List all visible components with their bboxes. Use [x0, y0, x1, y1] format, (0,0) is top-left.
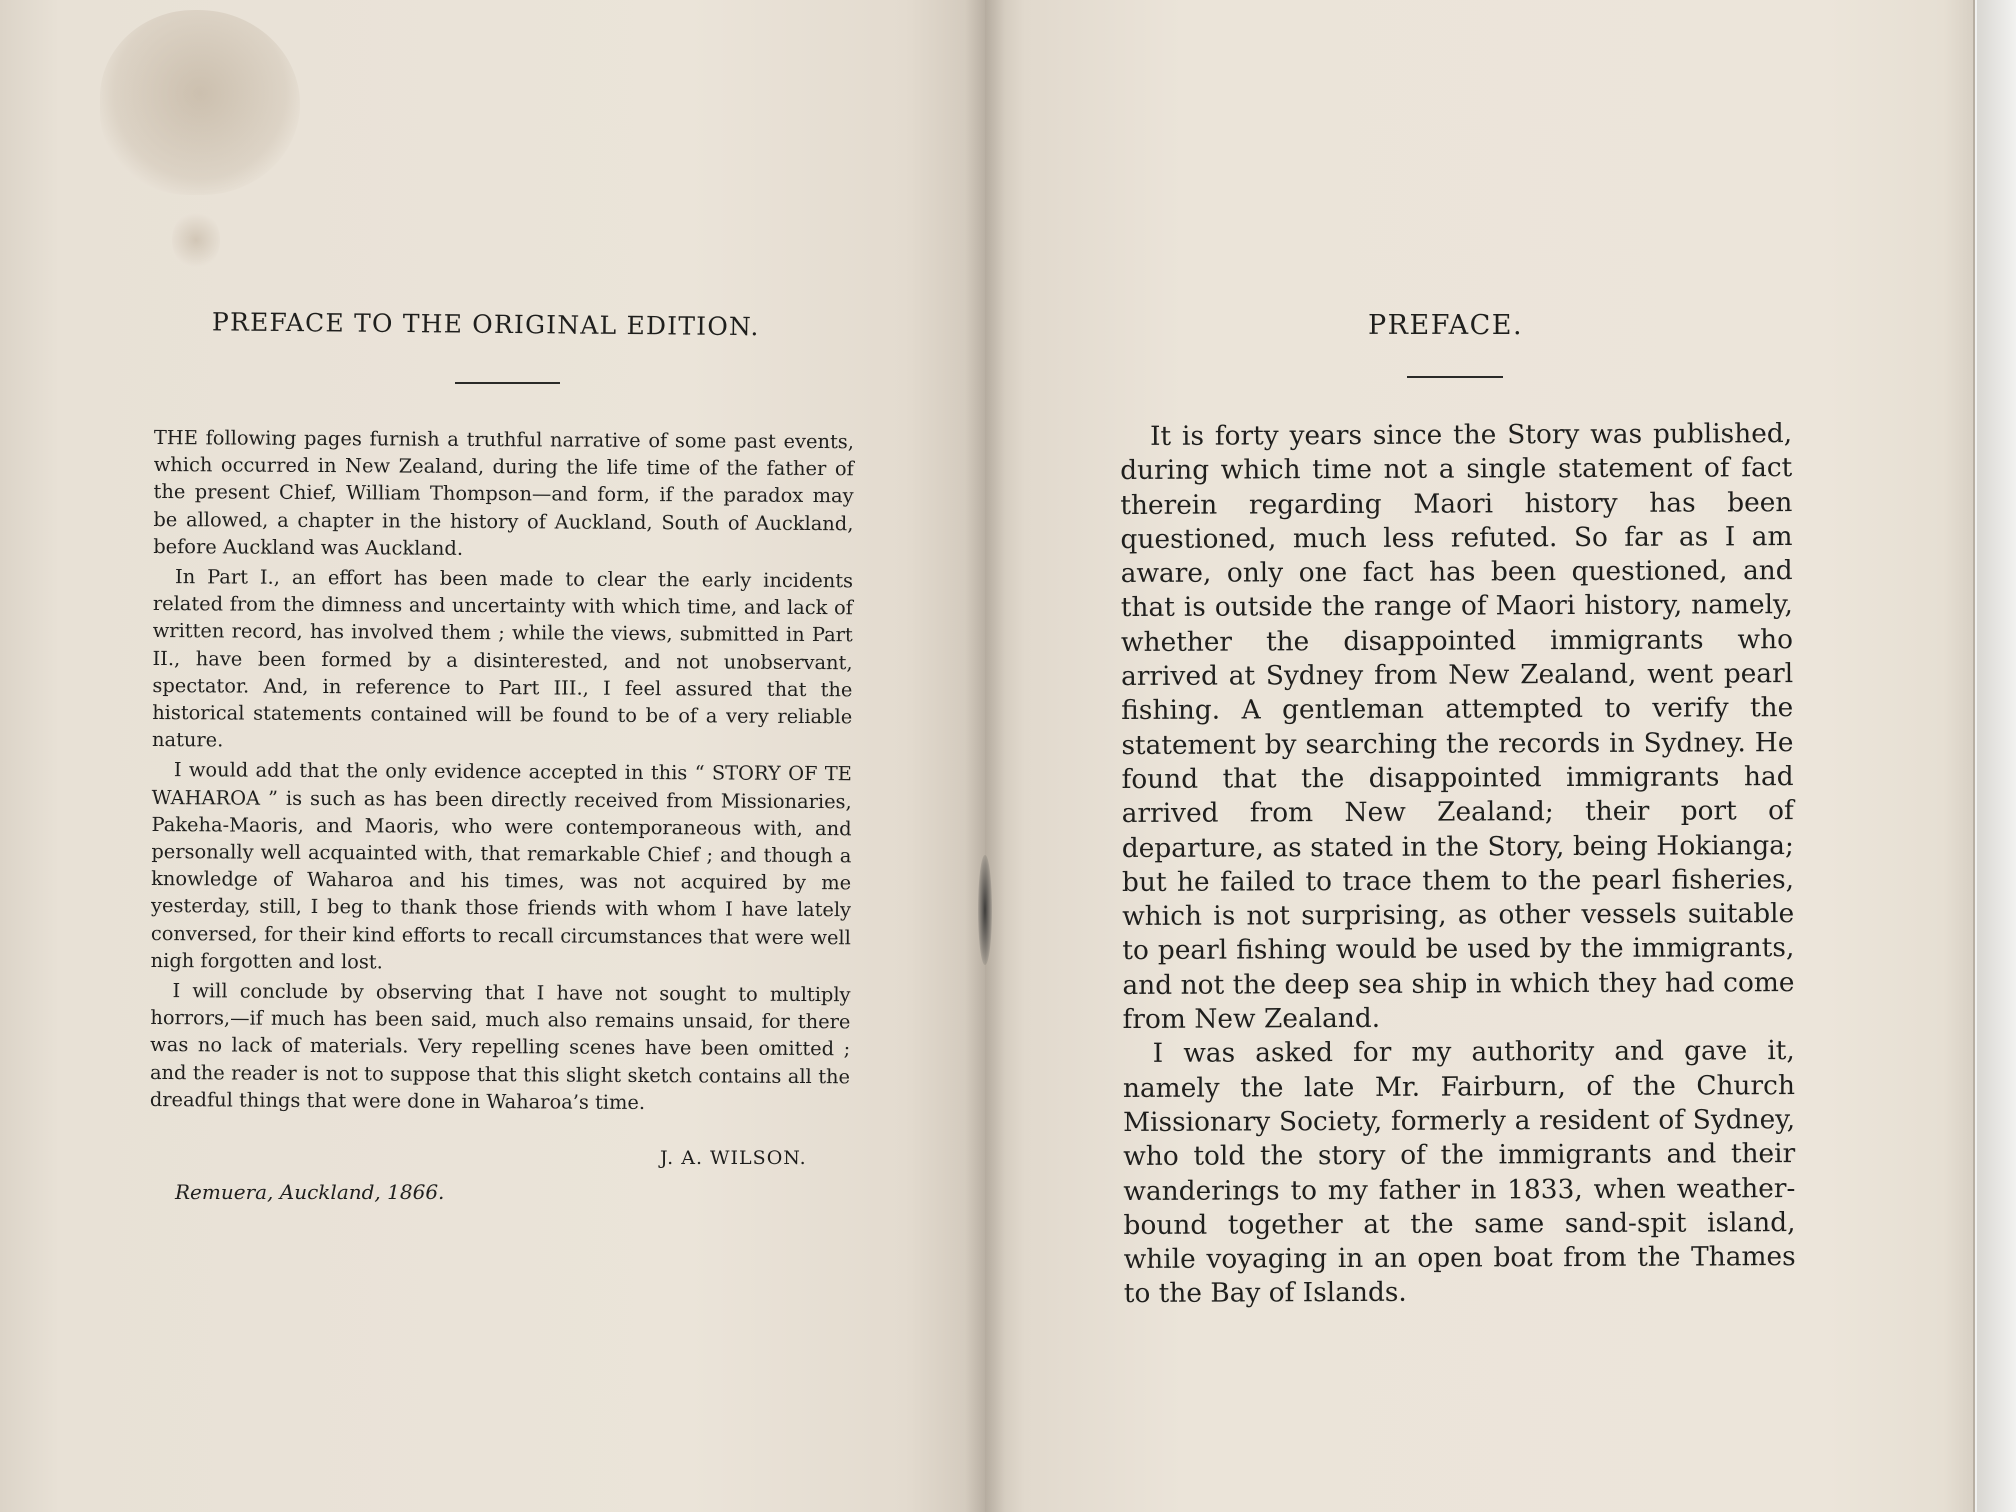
heading-rule: [1407, 376, 1503, 378]
paragraph: I was asked for my authority and gave it, namely the late Mr. Fairburn, of the Church Missionary Society, formerly a resident of Sydney, who told the story of the immigrants and their wanderings to my father in 1833, when weather-bound together at the same sand-spit island, while voyaging in an open boat from the Thames to the Bay of Islands.: [1122, 1035, 1796, 1310]
left-page-heading: PREFACE TO THE ORIGINAL EDITION.: [211, 307, 760, 342]
heading-rule: [455, 382, 560, 384]
paragraph: THE following pages furnish a truthful narrative of some past events, which occurred in New Zealand, during the life time of the father of the present Chief, William Thompson—and form, if the paradox may be allowed, a chapter in the history of Auckland, South of Auckland, before Auckland was Auckland.: [153, 425, 854, 560]
paragraph: In Part I., an effort has been made to clear the early incidents related from the dimness and uncertainty with which time, and lack of written record, has involved them ; while the views, submitted in Part II., have been formed by a disinterested, and not unobservant, spectator. And, in reference to Part III., I feel assured that the historical statements contained will be found to be of a very reliable nature.: [152, 565, 854, 752]
author-signature: J. A. WILSON.: [660, 1147, 807, 1169]
water-stain-small: [172, 210, 220, 270]
gutter-stain: [978, 855, 992, 965]
book-gutter: [965, 0, 1005, 1512]
paragraph: I will conclude by observing that I have not sought to multiply horrors,—if much has been said, much also remains unsaid, for there was no lack of materials. Very repelling scenes have been omitted ; and the reader is not to suppose that this slight sketch contains all the dreadful things that were done in Waharoa’s time.: [149, 979, 851, 1114]
right-page-heading: PREFACE.: [1368, 310, 1524, 341]
water-stain: [100, 10, 300, 195]
left-page: [0, 0, 985, 1512]
paragraph: It is forty years since the Story was published, during which time not a single statement of fact therein regarding Maori history has been questioned, much less refuted. So far as I am aware, only one fact has been questioned, and that is outside the range of Maori history, namely, whether the disappointed immigrants who arrived at Sydney from New Zealand, went pearl fishing. A gentleman attempted to verify the statement by searching the records in Sydney. He found that the disappointed immigrants had arrived from New Zealand; their port of departure, as stated in the Story, being Hokianga; but he failed to trace them to the pearl fisheries, which is not surprising, as other vessels suitable to pearl fishing would be used by the immigrants, and not the deep sea ship in which they had come from New Zealand.: [1120, 418, 1795, 1036]
paragraph: I would add that the only evidence accepted in this “ STORY OF TE WAHAROA ” is such as has been directly received from Missionaries, Pakeha-Maoris, and Maoris, who were contemporaneous with, and personally well acquainted with, that remarkable Chief ; and though a knowledge of Waharoa and his times, was not acquired by me yesterday, still, I beg to thank those friends with whom I have lately conversed, for their kind efforts to recall circumstances that were well nigh forgotten and lost.: [150, 758, 852, 974]
right-page: [985, 0, 1975, 1512]
left-page-body: [150, 424, 854, 1120]
right-page-body: [1120, 417, 1796, 1312]
place-date: Remuera, Auckland, 1866.: [175, 1180, 445, 1204]
background-surface: [1977, 0, 2016, 1512]
